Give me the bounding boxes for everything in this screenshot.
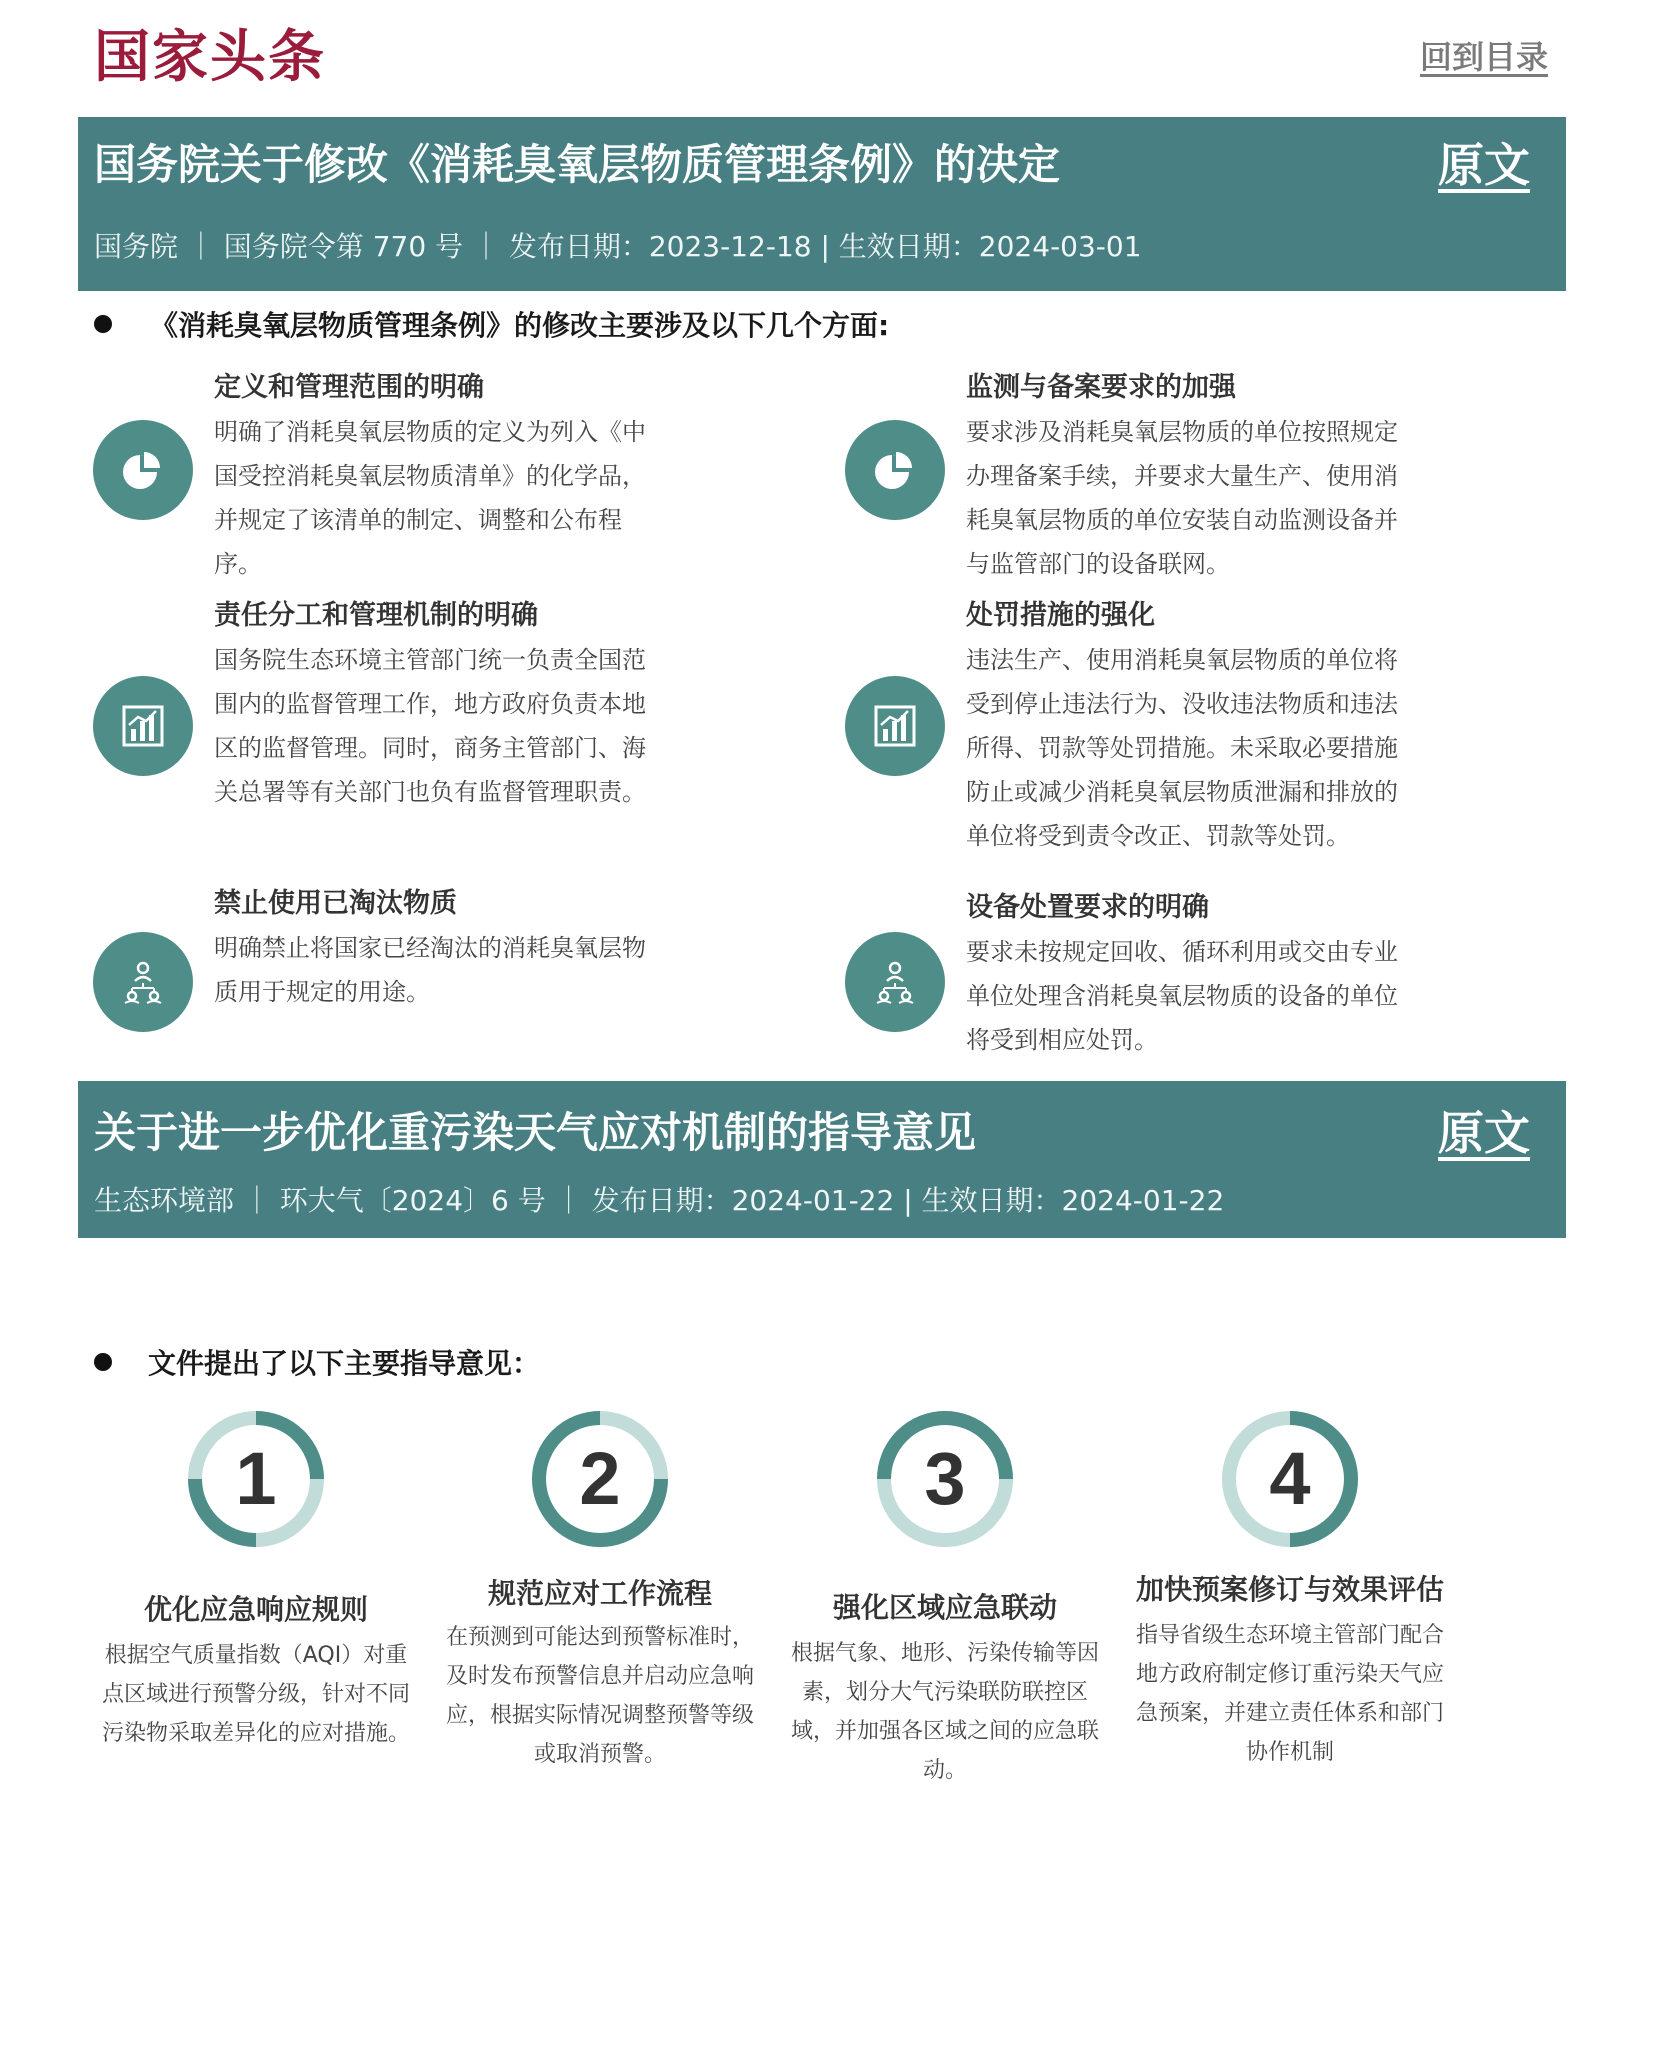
- step-title: 优化应急响应规则: [143, 1593, 368, 1626]
- section1-banner: [78, 117, 1566, 291]
- bullet-icon: [94, 315, 112, 333]
- ring-icon: [525, 1404, 675, 1554]
- step-body: 在预测到可能达到预警标准时，及时发布预警信息并启动应急响应，根据实际情况调整预警等级或取消预警。: [445, 1625, 754, 1767]
- point-title: 定义和管理范围的明确: [214, 372, 484, 403]
- step-4: [1130, 1404, 1450, 1784]
- point-title: 禁止使用已淘汰物质: [214, 888, 457, 919]
- point-body: 明确了消耗臭氧层物质的定义为列入《中国受控消耗臭氧层物质清单》的化学品，并规定了该清单的制定、调整和公布程序。: [214, 418, 646, 578]
- step-number: 1: [235, 1437, 277, 1520]
- step-body: 根据气象、地形、污染传输等因素，划分大气污染联防联控区域，并加强各区域之间的应急联动。: [790, 1641, 1099, 1783]
- section2-title: 关于进一步优化重污染天气应对机制的指导意见: [94, 1108, 977, 1157]
- step-2: [440, 1404, 760, 1784]
- section1-title: 国务院关于修改《消耗臭氧层物质管理条例》的决定: [94, 140, 1061, 189]
- section2-banner: [78, 1081, 1566, 1238]
- section1-meta: 国务院 ｜ 国务院令第 770 号 ｜ 发布日期：2023-12-18 | 生效日期：2024-03-01: [94, 230, 1142, 263]
- pie-chart-icon: [845, 420, 945, 520]
- point-equipment-disposal: [845, 886, 1465, 1076]
- point-body: 要求未按规定回收、循环利用或交由专业单位处理含消耗臭氧层物质的设备的单位将受到相应处罚。: [966, 938, 1398, 1054]
- section1-intro: [94, 306, 889, 346]
- point-penalty: [845, 594, 1465, 864]
- point-title: 责任分工和管理机制的明确: [214, 600, 538, 631]
- step-number: 2: [579, 1437, 621, 1520]
- point-title: 处罚措施的强化: [966, 600, 1155, 631]
- org-chart-icon: [93, 932, 193, 1032]
- point-monitoring: [845, 366, 1465, 596]
- point-title: 设备处置要求的明确: [966, 892, 1209, 923]
- pie-chart-icon: [93, 420, 193, 520]
- section1-original-link[interactable]: 原文: [1438, 138, 1530, 192]
- step-body: 指导省级生态环境主管部门配合地方政府制定修订重污染天气应急预案，并建立责任体系和部门协作机制: [1135, 1623, 1444, 1765]
- step-title: 强化区域应急联动: [832, 1591, 1057, 1624]
- section2-intro: [94, 1344, 540, 1384]
- step-number: 3: [924, 1437, 966, 1520]
- point-responsibility: [93, 594, 713, 824]
- back-to-toc-link[interactable]: 回到目录: [1419, 38, 1548, 76]
- ring-icon: [870, 1404, 1020, 1554]
- brand-title: 国家头条: [94, 25, 326, 90]
- section2-original-link[interactable]: 原文: [1438, 1106, 1530, 1160]
- bar-chart-icon: [93, 676, 193, 776]
- org-chart-icon: [845, 932, 945, 1032]
- bar-chart-icon: [845, 676, 945, 776]
- section2-intro-text: 文件提出了以下主要指导意见：: [148, 1347, 541, 1380]
- point-body: 国务院生态环境主管部门统一负责全国范围内的监督管理工作，地方政府负责本地区的监督管理。同时，商务主管部门、海关总署等有关部门也负有监督管理职责。: [214, 646, 646, 806]
- step-body: 根据空气质量指数（AQI）对重点区域进行预警分级，针对不同污染物采取差异化的应对措施。: [101, 1643, 410, 1746]
- section2-meta: 生态环境部 ｜ 环大气〔2024〕6 号 ｜ 发布日期：2024-01-22 | 生效日期：2024-01-22: [94, 1184, 1225, 1217]
- step-3: [785, 1404, 1105, 1783]
- point-title: 监测与备案要求的加强: [966, 372, 1236, 403]
- point-body: 要求涉及消耗臭氧层物质的单位按照规定办理备案手续，并要求大量生产、使用消耗臭氧层物质的单位安装自动监测设备并与监管部门的设备联网。: [966, 418, 1398, 578]
- ring-icon: [1215, 1404, 1365, 1554]
- point-definition: [93, 366, 713, 578]
- step-title: 规范应对工作流程: [487, 1577, 712, 1610]
- step-title: 加快预案修订与效果评估: [1135, 1573, 1444, 1606]
- point-banned-substances: [93, 882, 713, 1042]
- point-body: 违法生产、使用消耗臭氧层物质的单位将受到停止违法行为、没收违法物质和违法所得、罚款等处罚措施。未采取必要措施防止或减少消耗臭氧层物质泄漏和排放的单位将受到责令改正、罚款等处罚。: [966, 646, 1398, 850]
- step-1: [96, 1404, 416, 1764]
- bullet-icon: [94, 1353, 112, 1371]
- point-body: 明确禁止将国家已经淘汰的消耗臭氧层物质用于规定的用途。: [214, 934, 646, 1006]
- section1-intro-text: 《消耗臭氧层物质管理条例》的修改主要涉及以下几个方面:: [150, 309, 890, 342]
- step-number: 4: [1269, 1437, 1311, 1520]
- ring-icon: [181, 1404, 331, 1554]
